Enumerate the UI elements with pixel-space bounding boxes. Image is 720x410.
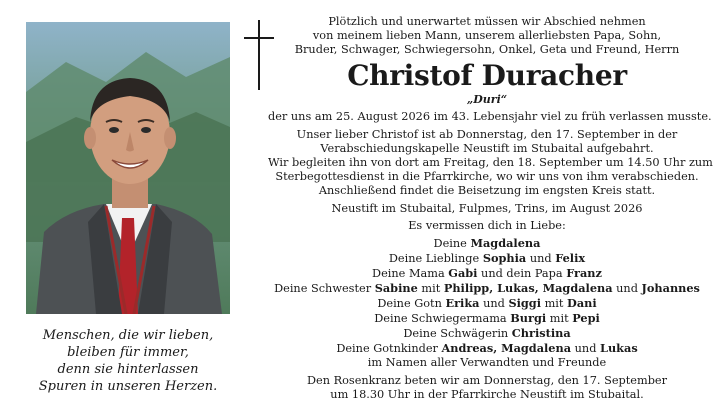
mourner-line-sister-in-law: Deine Schwägerin Christina [403,326,571,340]
details-line: Anschließend findet die Beisetzung im engsten Kreis statt. [318,184,656,197]
quote-line: denn sie hinterlassen [57,362,199,377]
rosary-line: Den Rosenkranz beten wir am Donnerstag, den 17. September [306,374,668,387]
details-line: Unser lieber Christof ist ab Donnerstag, den 17. September in der [296,128,678,141]
quote-line: Spuren in unseren Herzen. [38,379,218,394]
portrait-photo [26,22,230,314]
memorial-quote [20,327,236,395]
deceased-name: Christof Duracher [347,59,627,92]
details-line: Verabschiedungskapelle Neustift im Stubaital aufgebahrt. [320,142,654,155]
quote-line: bleiben für immer, [67,345,189,360]
mourner-line-parents: Deine Mama Gabi und dein Papa Franz [372,266,602,280]
mourner-line-wife: Deine Magdalena [433,236,541,250]
portrait-illustration [26,22,230,314]
death-line: der uns am 25. August 2026 im 43. Lebensjahr viel zu früh verlassen musste. [268,110,712,123]
obituary-text [268,15,713,402]
mourner-line-godmother: Deine Gotn Erika und Siggi mit Dani [377,296,597,310]
mourner-line-children: Deine Lieblinge Sophia und Felix [388,251,586,265]
mourner-line-mother-in-law: Deine Schwiegermama Burgi mit Pepi [374,311,600,325]
nickname: „Duri“ [466,93,508,106]
mourners-intro: Es vermissen dich in Liebe: [408,219,566,232]
mourner-line-godchildren: Deine Gotnkinder Andreas, Magdalena und Lukas [336,341,638,355]
intro-line: Bruder, Schwager, Schwiegersohn, Onkel, Geta und Freund, Herrn [294,43,680,56]
intro-line: Plötzlich und unerwartet müssen wir Abschied nehmen [328,15,646,28]
mourner-line-all: im Namen aller Verwandten und Freunde [367,356,607,369]
place-date: Neustift im Stubaital, Fulpmes, Trins, im August 2026 [331,202,643,215]
intro-line: von meinem lieben Mann, unserem allerliebsten Papa, Sohn, [312,29,662,42]
details-line: Sterbegottesdienst in die Pfarrkirche, wo wir uns von ihm verabschieden. [275,170,699,183]
quote-line: Menschen, die wir lieben, [42,328,214,343]
details-line: Wir begleiten ihn von dort am Freitag, den 18. September um 14.50 Uhr zum [268,156,713,169]
rosary-line: um 18.30 Uhr in der Pfarrkirche Neustift im Stubaital. [330,388,644,401]
mourner-line-sister: Deine Schwester Sabine mit Philipp, Lukas, Magdalena und Johannes [274,281,700,295]
